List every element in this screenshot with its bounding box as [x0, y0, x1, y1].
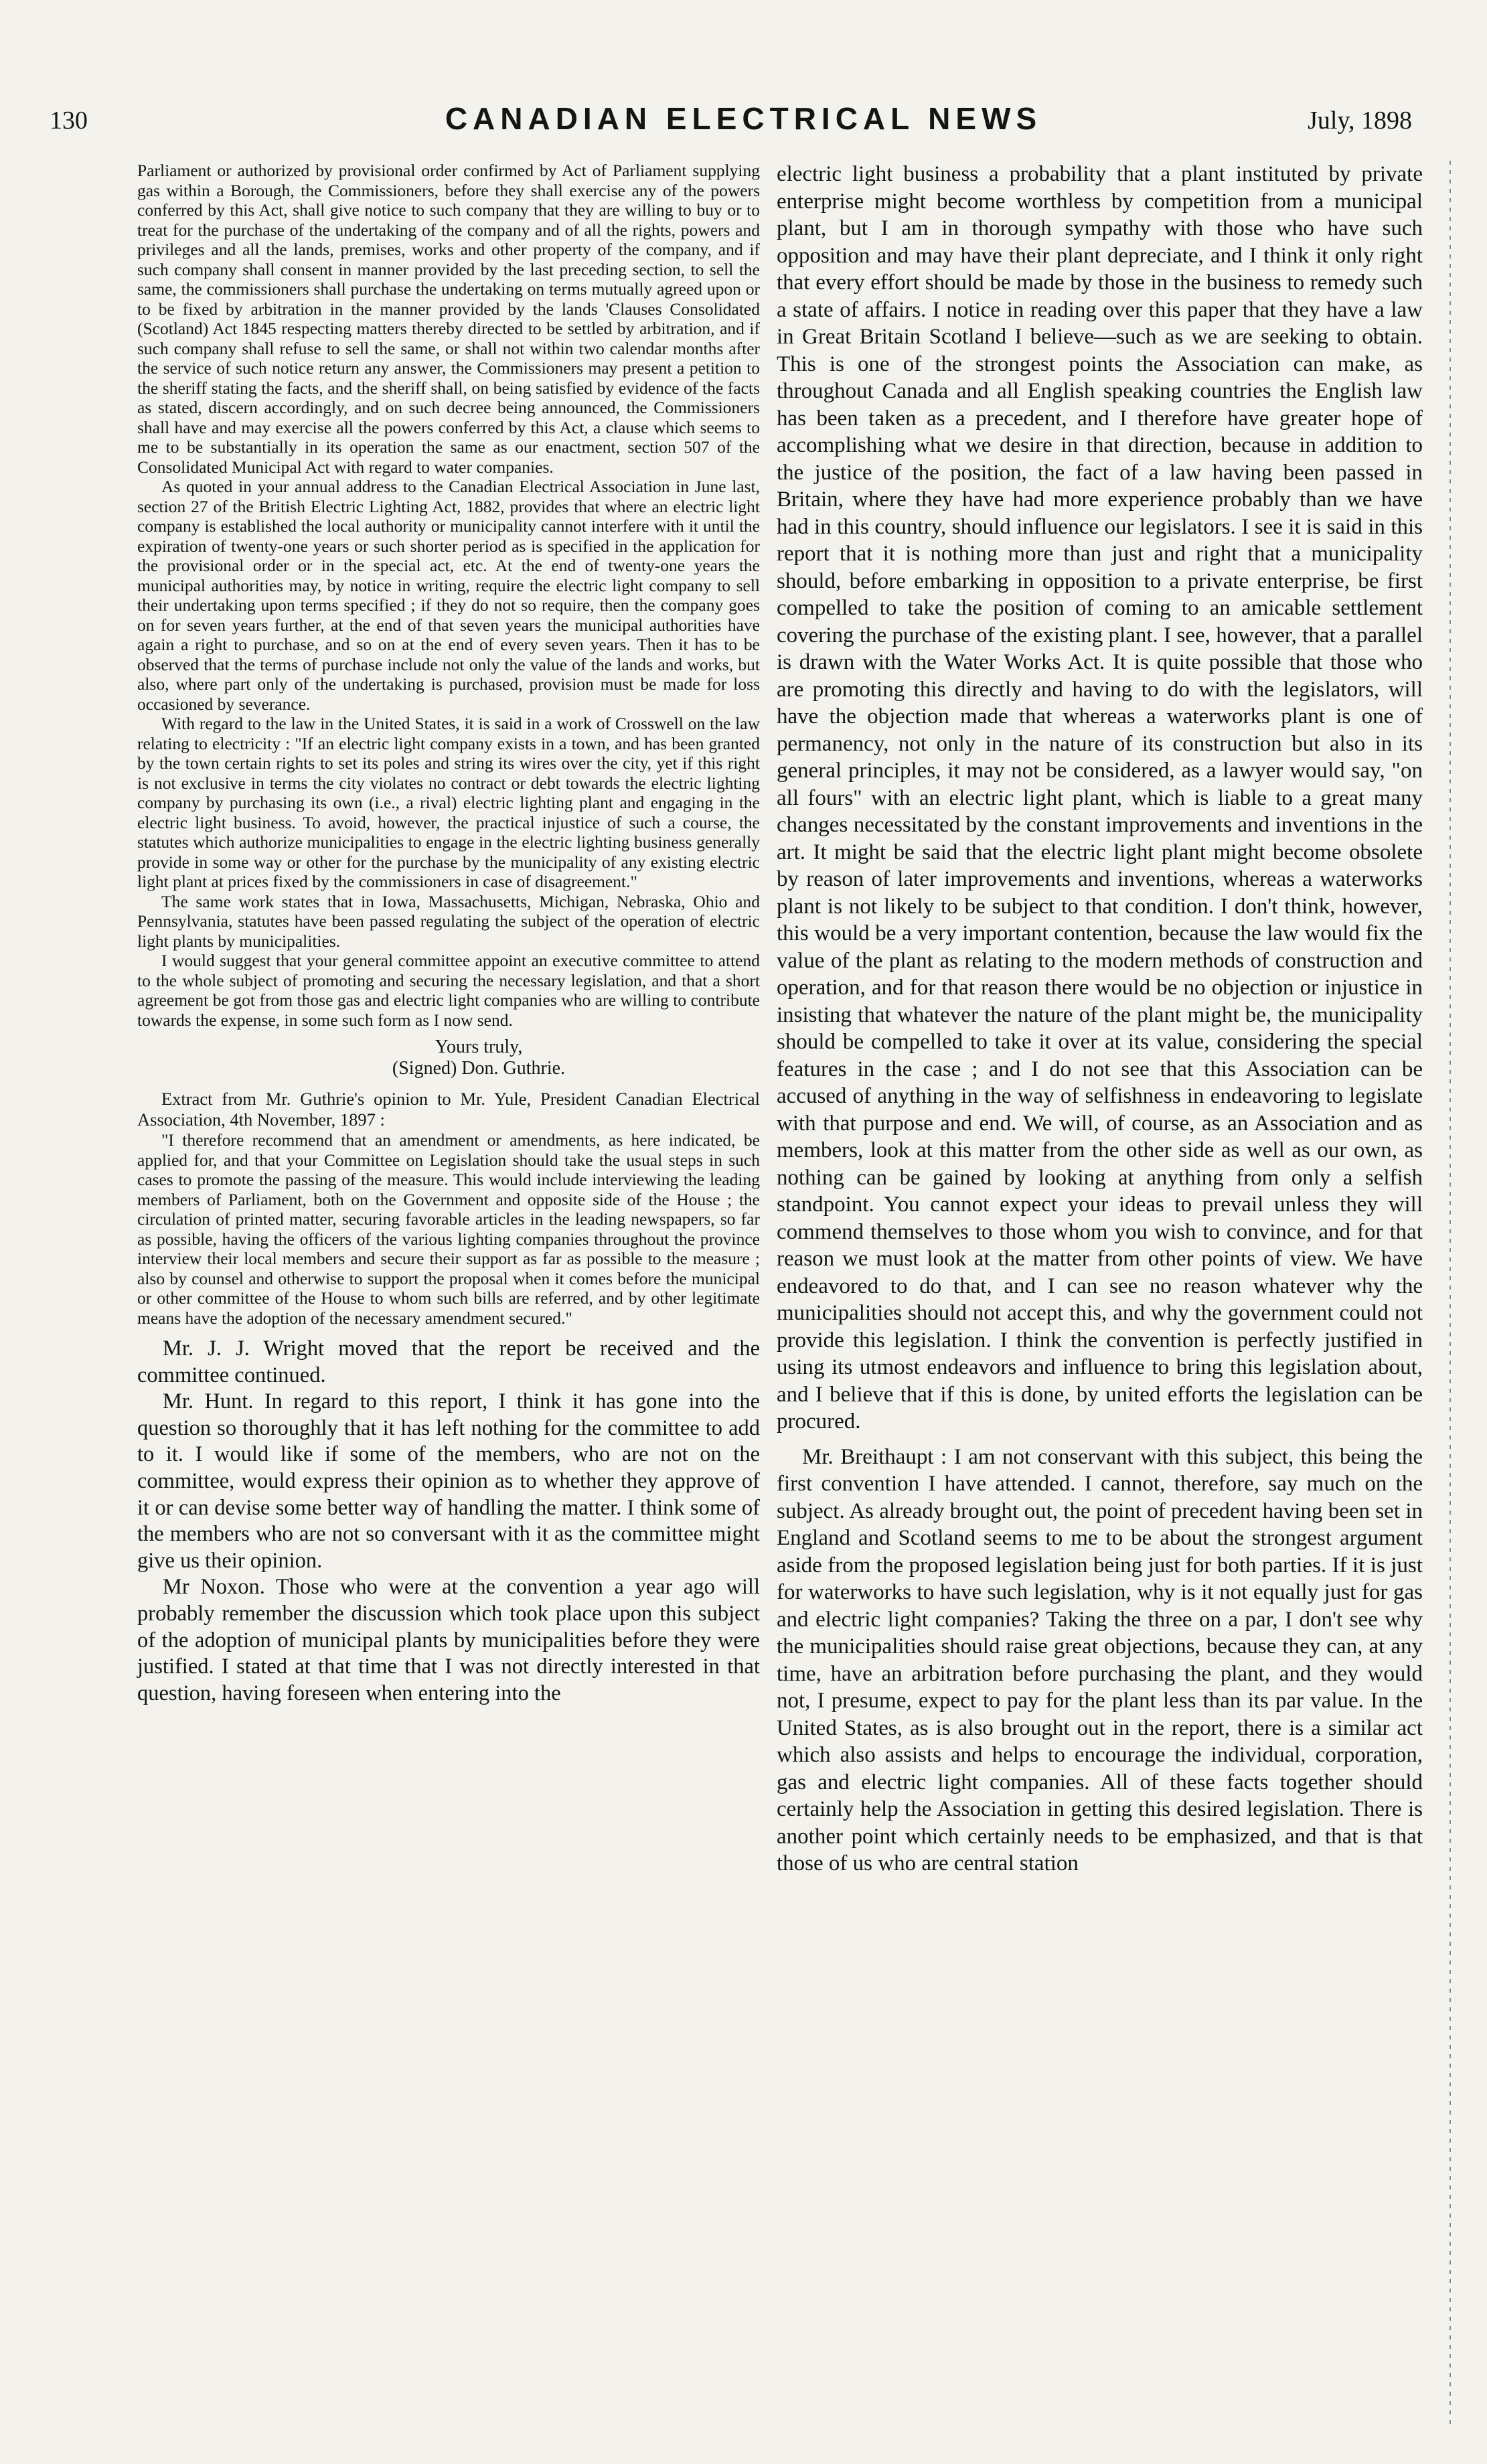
- masthead-title: CANADIAN ELECTRICAL NEWS: [445, 101, 1042, 136]
- hunt-remark: Mr. Hunt. In regard to this report, I think it has gone into the question so thoroughly that it has left nothing for the committee to add to it. I would like if some of the members, who are not on the committee, would express their opinion as to whether they approve of it or can devise some better way of handling the matter. I think some of the members who are not so conversant with it as the committee might give us their opinion.: [137, 1389, 760, 1573]
- letter-paragraph-3: With regard to the law in the United States, it is said in a work of Crosswell on the law relating to electricity : "If an electric light company exists in a town, and has been granted by the town certain rights to set its poles and string its wires over the city, yet if this right is not exclusive in terms the city violates no contract or debt towards the electric lighting company by purchasing its own (i.e., a rival) electric lighting plant and engaging in the electric light business. To avoid, however, the practical injustice of such a course, the statutes which authorize municipalities to engage in the electric lighting business generally provide in some way or other for the purchase by the municipality of any existing electric light plant at prices fixed by the commissioners in case of disagreement.": [137, 714, 760, 891]
- extract-quote-text: "I therefore recommend that an amendment or amendments, as here indicated, be applied for, and that your Committee on Legislation should take the usual steps in such cases to promote the passing of the measure. This would include interviewing the leading members of Parliament, both on the Government and opposite side of the House ; the circulation of printed matter, securing favorable articles in the leading newspapers, so far as possible, having the officers of the various lighting companies throughout the province interview their local members and secure their support as far as possible to the measure ; also by counsel and otherwise to support the proposal when it comes before the municipal or other committee of the House to whom such bills are referred, and by other legitimate means have the adoption of the necessary amendment secured.": [137, 1130, 760, 1328]
- letter-body: [137, 161, 760, 1030]
- wright-remark: Mr. J. J. Wright moved that the report be received and the committee continued.: [137, 1336, 760, 1387]
- noxon-remark: Mr Noxon. Those who were at the convention a year ago will probably remember the discussion which took place upon this subject of the adoption of municipal plants by municipalities before they were justified. I stated at that time that I was not directly interested in that question, having foreseen when entering into the: [137, 1575, 760, 1705]
- page-number: 130: [50, 106, 88, 135]
- letter-paragraph-1: Parliament or authorized by provisional order confirmed by Act of Parliament supplying gas within a Borough, the Commissioners, before they shall exercise any of the powers conferred by this Act, shall give notice to such company that they are willing to buy or to treat for the purchase of the undertaking of the company and of all the rights, powers and privileges and all the lands, premises, works and other property of the company, and if such company shall consent in manner provided by the last preceding section, to sell the same, the commissioners shall purchase the undertaking on terms mutually agreed upon or to be fixed by arbitration in the manner provided by the lands 'Clauses Consolidated (Scotland) Act 1845 respecting matters thereby directed to be settled by arbitration, and if such company shall refuse to sell the same, or shall not within two calendar months after the service of such notice return any answer, the Commissioners may present a petition to the sheriff stating the facts, and the sheriff shall, on being satisfied by evidence of the facts as stated, discern accordingly, and on such decree being announced, the Commissioners shall have and may exercise all the powers conferred by this Act, a clause which seems to me to be substantially in its operation the same as our enactment, section 507 of the Consolidated Municipal Act with regard to water companies.: [137, 161, 760, 477]
- extract-intro-text: Extract from Mr. Guthrie's opinion to Mr. Yule, President Canadian Electrical Association, 4th November, 1897 :: [137, 1089, 760, 1130]
- signature-closing: Yours truly,: [435, 1036, 523, 1057]
- breithaupt-remark: Mr. Breithaupt : I am not conservant with this subject, this being the first convention I have attended. I cannot, therefore, say much on the subject. As already brought out, the point of precedent having been set in England and Scotland seems to me to be about the strongest argument aside from the proposed legislation being just for both parties. If it is just for waterworks to have such legislation, why is it not equally just for gas and electric light companies? Taking the three on a par, I don't see why the municipalities should raise great objections, because they can, at any time, have an arbitration before purchasing the plant, and they would not, I presume, expect to pay for the plant less than its par value. In the United States, as is also brought out in the report, there is a similar act which also assists and helps to encourage the individual, corporation, gas and electric light companies. All of these facts together should certainly help the Association in getting this desired legislation. There is another point which certainly needs to be emphasized, and that is that those of us who are central station: [777, 1444, 1423, 1875]
- letter-paragraph-2: As quoted in your annual address to the Canadian Electrical Association in June last, section 27 of the British Electric Lighting Act, 1882, provides that where an electric light company is established the local authority or municipality cannot interfere with it until the expiration of twenty-one years or such shorter period as is specified in the application for the provisional order or in the special act, etc. At the end of twenty-one years the municipal authorities may, by notice in writing, require the electric light company to sell their undertaking upon terms specified ; if they do not so require, then the company goes on for seven years further, at the end of that seven years the municipal authorities have again a right to purchase, and so on at the end of every seven years. Then it has to be observed that the terms of purchase include not only the value of the lands and works, but also, where part only of the undertaking is purchased, provision must be made for loss occasioned by severance.: [137, 477, 760, 714]
- letter-paragraph-5: I would suggest that your general committee appoint an executive committee to attend to the whole subject of promoting and securing the necessary legislation, and that a short agreement be got from those gas and electric light companies who are willing to contribute towards the expense, in some such form as I now send.: [137, 951, 760, 1030]
- left-column: [137, 161, 760, 1707]
- margin-rule: [1450, 161, 1451, 2424]
- issue-date: July, 1898: [1308, 106, 1412, 135]
- signature-name: (Signed) Don. Guthrie.: [392, 1058, 566, 1079]
- discussion-left: [137, 1336, 760, 1707]
- extract-intro: [137, 1089, 760, 1130]
- letter-paragraph-4: The same work states that in Iowa, Massachusetts, Michigan, Nebraska, Ohio and Pennsylvania, statutes have been passed regulating the subject of the operation of electric light plants by municipalities.: [137, 891, 760, 951]
- right-column: [777, 161, 1423, 1877]
- noxon-remark-continued: electric light business a probability that a plant instituted by private enterprise might become worthless by competition from a municipal plant, but I am in thorough sympathy with those who have such opposition and may have their plant depreciate, and I think it only right that every effort should be made by those in the business to remedy such a state of affairs. I notice in reading over this paper that they have a law in Great Britain Scotland I believe—such as we are seeking to obtain. This is one of the strongest points the Association can make, as throughout Canada and all English speaking countries the English law has been taken as a precedent, and I therefore have greater hope of accomplishing what we desire in that direction, because in addition to the justice of the position, the fact of a law having been passed in Britain, where they have had more experience probably than we have had in this country, should influence our legislators. I see it is said in this report that it is nothing more than just and right that a municipality should, before embarking in opposition to a private enterprise, be first compelled to take the position of coming to an amicable settlement covering the purchase of the existing plant. I see, however, that a parallel is drawn with the Water Works Act. It is quite possible that those who are promoting this directly and having to do with the legislators, will have the objection made that whereas a waterworks plant is one of permanency, not only in the nature of its construction but also in its general principles, it may not be considered, as a lawyer would say, "on all fours" with an electric light plant, which is liable to a great many changes necessitated by the constant improvements and inventions in the art. It might be said that the electric light plant might become obsolete by reason of later improvements and inventions, whereas a waterworks plant is not likely to be subject to that condition. I don't think, however, this would be a very important contention, because the law would fix the value of the plant as relating to the modern methods of construction and operation, and for that reason there would be no objection or injustice in insisting that whatever the nature of the plant might be, the municipality should be compelled to take it over at its value, considering the special features in the case ; and I do not see that this Association can be accused of anything in the way of selfishness in endeavoring to legislate with that purpose and end. We will, of course, as an Association and as members, look at this matter from the other side as well as our own, as nothing can be gained by looking at anything from only a selfish standpoint. You cannot expect your ideas to prevail unless they will commend themselves to those whom you wish to convince, and for that reason we must look at the matter from other points of view. We have endeavored to do that, and I can see no reason whatever why the municipalities should not accept this, and why the government could not provide this legislation. I think the convention is perfectly justified in using its utmost endeavors and influence to bring this legislation about, and I believe that if this is done, by united efforts the legislation can be procured.: [777, 162, 1423, 1434]
- page-header: [0, 100, 1487, 141]
- extract-quote: [137, 1130, 760, 1328]
